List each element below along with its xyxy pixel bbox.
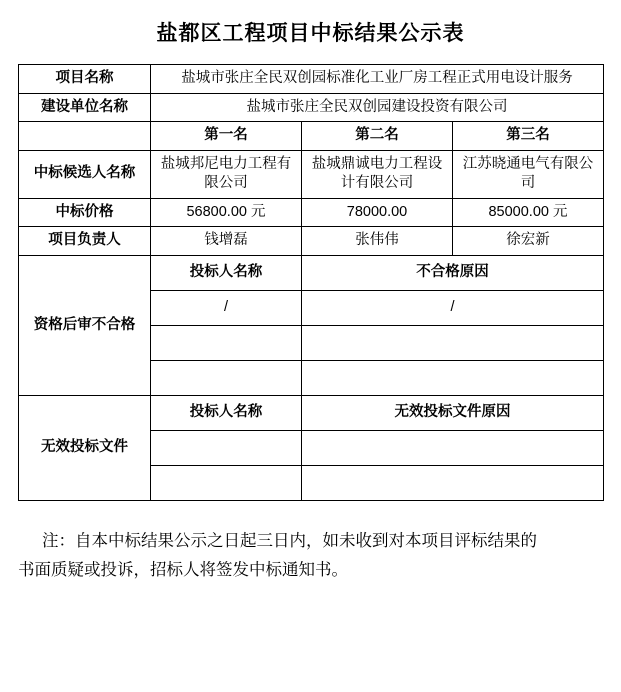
- table-row-price: [19, 198, 604, 227]
- invalid-label: 无效投标文件: [19, 395, 151, 500]
- manager-label: 项目负责人: [19, 227, 151, 256]
- footnote: [18, 501, 603, 585]
- rank-header-2: 第二名: [302, 122, 453, 151]
- rank-header-1: 第一名: [151, 122, 302, 151]
- unqualified-header-bidder: 投标人名称: [151, 255, 302, 290]
- manager-value-1: 钱增磊: [151, 227, 302, 256]
- candidate-value-3: 江苏晓通电气有限公司: [453, 150, 604, 198]
- candidate-value-2: 盐城鼎诚电力工程设计有限公司: [302, 150, 453, 198]
- manager-value-2: 张伟伟: [302, 227, 453, 256]
- project-name-label: 项目名称: [19, 65, 151, 94]
- table-row-candidates: [19, 150, 604, 198]
- table-row-project-name: [19, 65, 604, 94]
- table-row-invalid-headers: [19, 395, 604, 430]
- invalid-header-bidder: 投标人名称: [151, 395, 302, 430]
- unqualified-bidder-1: /: [151, 290, 302, 325]
- table-row-unqualified-headers: [19, 255, 604, 290]
- price-label: 中标价格: [19, 198, 151, 227]
- manager-value-3: 徐宏新: [453, 227, 604, 256]
- page-title: 盐都区工程项目中标结果公示表: [156, 22, 465, 45]
- invalid-header-reason: 无效投标文件原因: [302, 395, 604, 430]
- candidate-value-1: 盐城邦尼电力工程有限公司: [151, 150, 302, 198]
- unqualified-bidder-3: [151, 360, 302, 395]
- price-value-1: 56800.00 元: [151, 198, 302, 227]
- footnote-line-2: 书面质疑或投诉，招标人将签发中标通知书。: [18, 560, 348, 579]
- owner-label: 建设单位名称: [19, 93, 151, 122]
- owner-value: 盐城市张庄全民双创园建设投资有限公司: [151, 93, 604, 122]
- footnote-line-1: 注：自本中标结果公示之日起三日内，如未收到对本项目评标结果的: [42, 531, 537, 550]
- price-value-2: 78000.00: [302, 198, 453, 227]
- unqualified-reason-3: [302, 360, 604, 395]
- invalid-bidder-2: [151, 465, 302, 500]
- table-row-manager: [19, 227, 604, 256]
- price-value-3: 85000.00 元: [453, 198, 604, 227]
- invalid-bidder-1: [151, 430, 302, 465]
- rank-header-3: 第三名: [453, 122, 604, 151]
- invalid-reason-2: [302, 465, 604, 500]
- candidate-label: 中标候选人名称: [19, 150, 151, 198]
- unqualified-reason-2: [302, 325, 604, 360]
- unqualified-label: 资格后审不合格: [19, 255, 151, 395]
- bid-result-table: [18, 64, 604, 501]
- table-row-owner: [19, 93, 604, 122]
- unqualified-reason-1: /: [302, 290, 604, 325]
- invalid-reason-1: [302, 430, 604, 465]
- unqualified-bidder-2: [151, 325, 302, 360]
- unqualified-header-reason: 不合格原因: [302, 255, 604, 290]
- table-row-rank-headers: [19, 122, 604, 151]
- rank-header-blank: [19, 122, 151, 151]
- project-name-value: 盐城市张庄全民双创园标准化工业厂房工程正式用电设计服务: [151, 65, 604, 94]
